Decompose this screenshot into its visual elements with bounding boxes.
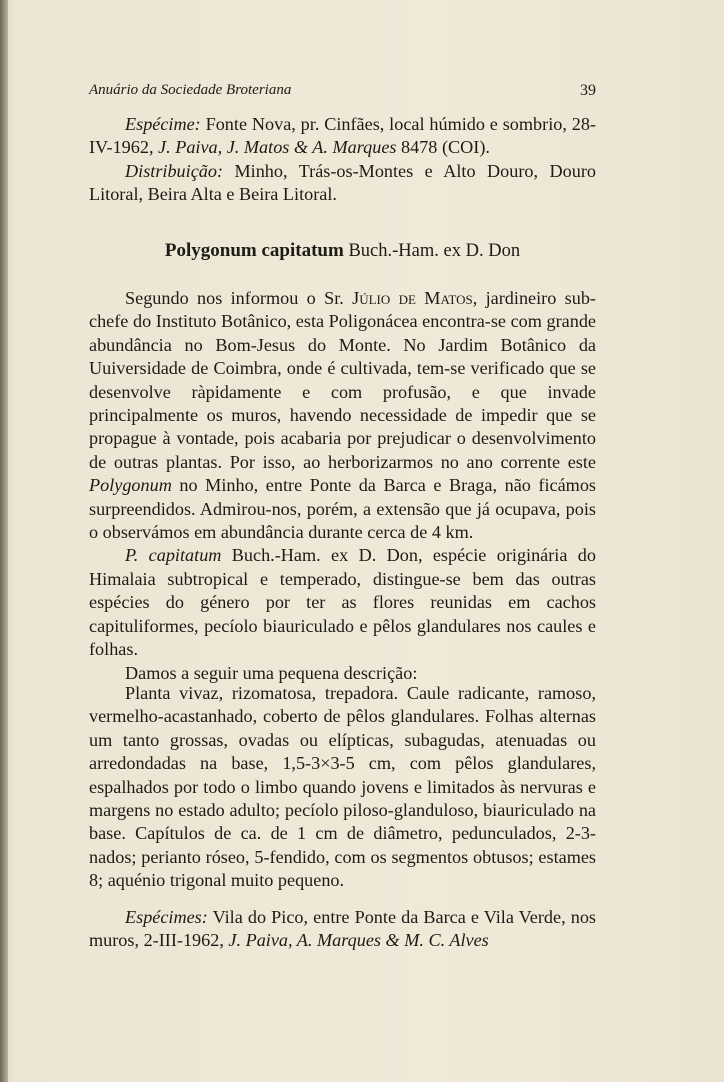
book-spine-shadow (0, 0, 8, 1082)
specimen-block (89, 113, 596, 207)
paragraph-1 (89, 287, 596, 544)
description-paragraph: Planta vivaz, rizomatosa, trepadora. Caule radicante, ramoso, vermelho-acastanhado, coberto de pêlos glandulares. Folhas alternas um tanto grossas, ovadas ou elípticas, subagudas, atenuadas ou arredondadas na base, 1,5-3×3-5 cm, com pêlos glandulares, espalhados por todo o limbo quando jovens e limitados às nervuras e margens no estado adulto; pecíolo piloso-glanduloso, biauriculado na base. Capítulos de ca. de 1 cm de diâmetro, pedunculados, 2-3-nados; perianto róseo, 5-fendido, com os segmentos obtusos; estames 8; aquénio trigonal muito pequeno. (89, 683, 596, 891)
paragraph-2 (89, 544, 596, 661)
running-head: Anuário da Sociedade Broteriana (89, 82, 292, 98)
page-header (89, 82, 596, 106)
p2-species: P. capitatum (125, 545, 222, 566)
p1-text-c: no Minho, entre Ponte da Barca e Braga, não ficámos surpreendidos. Admirou-nos, porém, a extensão que já ocupava, pois o observámos em abundância durante cerca de 4 km. (89, 475, 596, 543)
specimen-text-2: 8478 (COI). (396, 137, 490, 158)
specimens-block (89, 906, 596, 953)
distribution-label: Distribuição: (125, 160, 224, 181)
specimen-collectors: J. Paiva, J. Matos & A. Marques (158, 137, 397, 158)
specimens-label: Espécimes: (125, 907, 208, 927)
specimen-paragraph (89, 113, 596, 160)
species-heading (89, 240, 596, 262)
p1-text-a: Segundo nos informou o Sr. (125, 288, 353, 308)
specimens-paragraph (89, 906, 596, 953)
page-number: 39 (580, 82, 596, 99)
p1-genus: Polygonum (89, 475, 172, 496)
specimens-text: Vila do Pico, entre Ponte da Barca e Vila Verde, nos muros, 2-III-1962, (89, 907, 596, 951)
distribution-text: Minho, Trás-os-Montes e Alto Douro, Douro Litoral, Beira Alta e Beira Litoral. (89, 160, 596, 205)
specimen-text-1: Fonte Nova, pr. Cinfães, local húmido e sombrio, 28-IV-1962, (89, 114, 596, 158)
species-authority: Buch.-Ham. ex D. Don (343, 241, 521, 261)
p2-text: Buch.-Ham. ex D. Don, espécie originária do Himalaia subtropical e temperado, distingue-se bem das outras espécies do género por ter as flores reunidas em cachos capituliformes, pecíolo biauriculado e pêlos glandulares nos caules e folhas. (89, 545, 596, 660)
p3-text: Damos a seguir uma pequena descrição: (125, 662, 418, 683)
description-block (89, 682, 596, 893)
body-block (89, 287, 596, 685)
specimen-label: Espécime: (125, 114, 201, 134)
p1-text-b: , jardineiro sub-chefe do Instituto Botânico, esta Poligonácea encontra-se com grande abundância no Bom-Jesus do Monte. No Jardim Botânico da Uuiversidade de Coimbra, onde é cultivada, tem-se verificado que se desenvolve ràpidamente e com profusão, e que invade principalmente os muros, havendo necessidade de impedir que se propague à vontade, pois acabaria por prejudicar o desenvolvimento de outras plantas. Por isso, ao herborizarmos no ano corrente este (89, 288, 596, 472)
p1-person: Júlio de Matos (352, 288, 473, 308)
species-name: Polygonum capitatum (164, 240, 344, 261)
distribution-paragraph (89, 160, 596, 207)
specimens-collectors: J. Paiva, A. Marques & M. C. Alves (228, 930, 489, 951)
